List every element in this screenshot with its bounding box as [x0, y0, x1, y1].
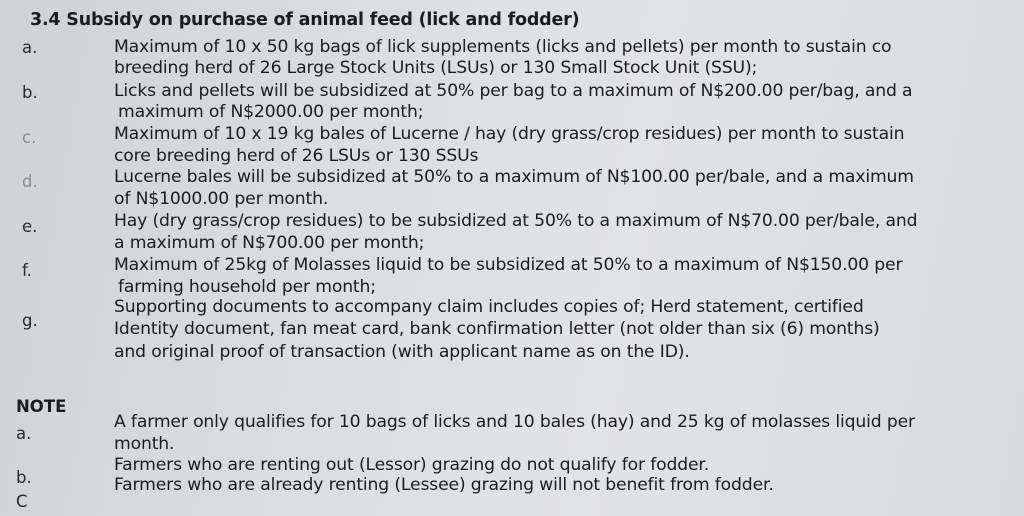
item-c-line-2: core breeding herd of 26 LSUs or 130 SSUs — [114, 146, 479, 166]
note-c-line-1: Farmers who are already renting (Lessee) grazing will not benefit from fodder. — [114, 475, 774, 495]
item-f-line-1: Maximum of 25kg of Molasses liquid to be subsidized at 50% to a maximum of N$150.00 per — [114, 255, 903, 275]
note-a-line-2: month. — [114, 434, 175, 454]
item-g-line-2: Identity document, fan meat card, bank confirmation letter (not older than six (6) months) — [114, 319, 880, 339]
note-b-letter: b. — [16, 468, 32, 487]
item-d-letter: d. — [22, 172, 38, 191]
item-f-line-2: farming household per month; — [118, 277, 376, 297]
item-g-letter: g. — [22, 311, 38, 330]
section-heading: 3.4 Subsidy on purchase of animal feed (lick and fodder) — [30, 10, 580, 30]
item-c-line-1: Maximum of 10 x 19 kg bales of Lucerne / hay (dry grass/crop residues) per month to sustain — [114, 124, 905, 144]
note-c-letter: C — [16, 492, 28, 511]
item-b-letter: b. — [22, 83, 38, 102]
note-a-letter: a. — [16, 424, 32, 443]
item-e-line-1: Hay (dry grass/crop residues) to be subsidized at 50% to a maximum of N$70.00 per/bale, and — [114, 211, 918, 231]
item-a-letter: a. — [22, 38, 38, 57]
item-b-line-2: maximum of N$2000.00 per month; — [118, 102, 424, 122]
item-b-line-1: Licks and pellets will be subsidized at 50% per bag to a maximum of N$200.00 per/bag, and a — [114, 81, 913, 101]
note-a-line-1: A farmer only qualifies for 10 bags of licks and 10 bales (hay) and 25 kg of molasses liquid per — [114, 412, 915, 432]
item-d-line-2: of N$1000.00 per month. — [114, 189, 329, 209]
item-e-letter: e. — [22, 217, 38, 236]
item-g-line-1: Supporting documents to accompany claim includes copies of; Herd statement, certified — [114, 297, 864, 317]
note-b-line-1: Farmers who are renting out (Lessor) grazing do not qualify for fodder. — [114, 455, 710, 475]
item-g-line-3: and original proof of transaction (with applicant name as on the ID). — [114, 342, 690, 362]
item-d-line-1: Lucerne bales will be subsidized at 50% to a maximum of N$100.00 per/bale, and a maximum — [114, 167, 914, 187]
item-a-line-1: Maximum of 10 x 50 kg bags of lick supplements (licks and pellets) per month to sustain co — [114, 37, 892, 57]
item-a-line-2: breeding herd of 26 Large Stock Units (LSUs) or 130 Small Stock Unit (SSU); — [114, 58, 758, 78]
item-c-letter: c. — [22, 128, 37, 147]
note-title: NOTE — [16, 397, 67, 416]
item-e-line-2: a maximum of N$700.00 per month; — [114, 233, 425, 253]
item-f-letter: f. — [22, 261, 32, 280]
